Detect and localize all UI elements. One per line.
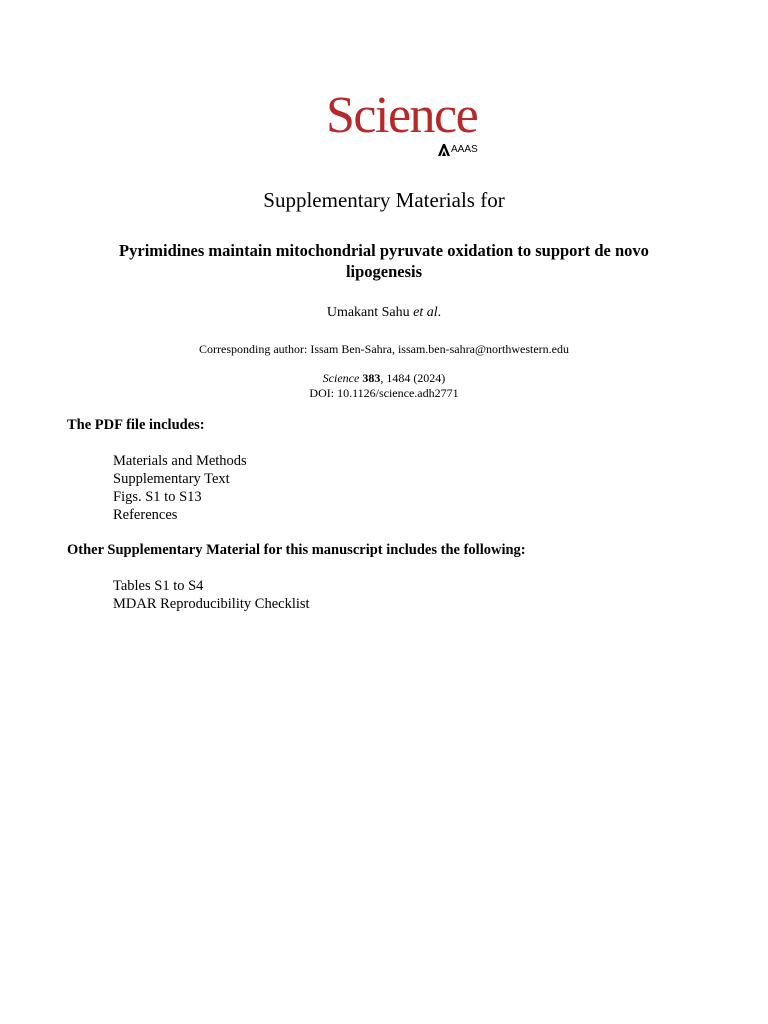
pdf-contents-heading: The PDF file includes:: [67, 417, 205, 433]
author-line: [0, 303, 768, 323]
corresponding-author: Corresponding author: Issam Ben-Sahra, issam.ben-sahra@northwestern.edu: [199, 342, 569, 356]
list-item: Materials and Methods: [113, 453, 247, 469]
journal-volume: 383: [362, 371, 381, 385]
author-et-al: et al: [413, 305, 438, 320]
list-item: Supplementary Text: [113, 471, 230, 487]
aaas-label: AAAS: [451, 144, 478, 155]
author-period: .: [437, 305, 442, 320]
other-material-list: [113, 577, 310, 613]
science-logo: [322, 88, 488, 158]
science-wordmark: Science: [326, 87, 478, 144]
list-item: Tables S1 to S4: [113, 578, 204, 594]
list-item: MDAR Reproducibility Checklist: [113, 596, 310, 612]
author-name: Umakant Sahu: [326, 305, 410, 320]
citation-line: [0, 371, 768, 386]
supplementary-title: Supplementary Materials for: [263, 188, 505, 212]
paper-title: Pyrimidines maintain mitochondrial pyruvate oxidation to support de novo lipogenesis: [119, 241, 649, 281]
other-material-heading: Other Supplementary Material for this manuscript includes the following:: [67, 542, 526, 558]
citation-block: [0, 371, 768, 401]
citation-pages-year: , 1484 (2024): [380, 371, 446, 385]
list-item: Figs. S1 to S13: [113, 489, 202, 505]
pdf-contents-list: [113, 452, 247, 524]
aaas-mark-icon: [438, 144, 450, 156]
aaas-badge: [438, 143, 478, 157]
list-item: References: [113, 507, 178, 523]
doi-text: DOI: 10.1126/science.adh2771: [309, 386, 459, 400]
journal-name: Science: [322, 371, 360, 385]
